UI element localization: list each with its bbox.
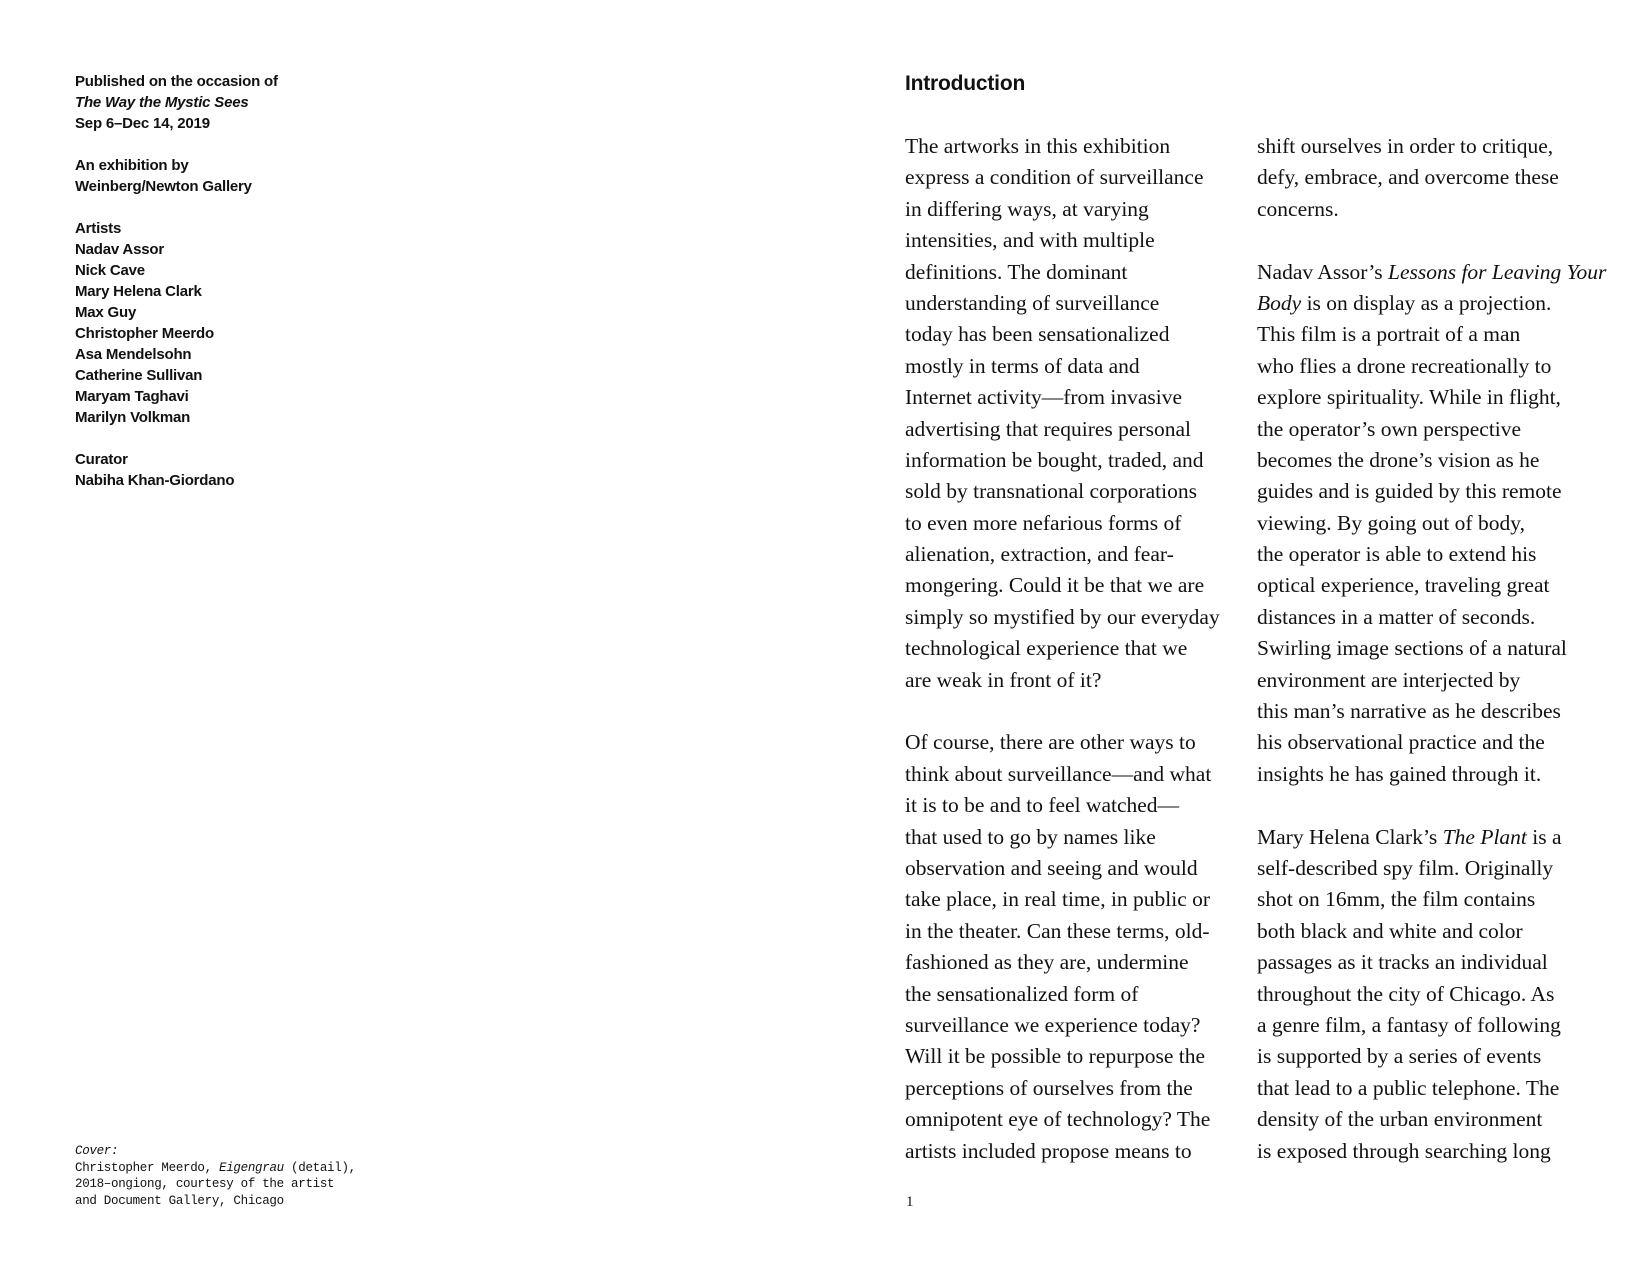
text-line: defy, embrace, and overcome these — [1257, 165, 1559, 190]
artist-name: Marilyn Volkman — [75, 409, 191, 426]
text-run: Nadav Assor’s — [1257, 259, 1388, 284]
text-line — [1257, 288, 1602, 319]
artist-name: Asa Mendelsohn — [75, 346, 192, 363]
artist-name: Mary Helena Clark — [75, 283, 202, 300]
colophon — [75, 71, 435, 512]
text-run: is a — [1526, 824, 1562, 849]
artist-name: Nadav Assor — [75, 241, 164, 258]
text-line: explore spirituality. While in flight, — [1257, 385, 1561, 410]
text-line: mongering. Could it be that we are — [905, 573, 1205, 598]
text-line: surveillance we experience today? — [905, 1012, 1201, 1037]
text-line: information be bought, traded, and — [905, 447, 1204, 472]
paragraph-continued — [1257, 131, 1602, 225]
cover-artist: Christopher Meerdo, — [75, 1160, 220, 1175]
text-column-2 — [1257, 131, 1607, 1167]
text-line: in differing ways, at varying — [905, 196, 1149, 221]
gallery-name: Weinberg/Newton Gallery — [75, 178, 252, 195]
text-line: take place, in real time, in public or — [905, 887, 1211, 912]
artist-name: Maryam Taghavi — [75, 388, 189, 405]
curator-label: Curator — [75, 451, 128, 468]
text-line: mostly in terms of data and — [905, 353, 1140, 378]
text-line: sold by transnational corporations — [905, 479, 1197, 504]
text-line: the sensationalized form of — [905, 981, 1139, 1006]
text-line: This film is a portrait of a man — [1257, 322, 1521, 347]
exhibition-by — [75, 155, 435, 197]
text-line — [1257, 822, 1602, 853]
text-line: throughout the city of Chicago. As — [1257, 981, 1555, 1006]
text-line: today has been sensationalized — [905, 322, 1170, 347]
paragraph-break — [905, 696, 1240, 727]
text-line: technological experience that we — [905, 636, 1188, 661]
text-line: who flies a drone recreationally to — [1257, 353, 1552, 378]
cover-credit-line: 2018–ongiong, courtesy of the artist — [75, 1177, 335, 1191]
page-title: Introduction — [905, 72, 1026, 95]
text-line: Swirling image sections of a natural — [1257, 636, 1567, 661]
paragraph-break — [1257, 225, 1602, 256]
introduction-page — [825, 0, 1650, 1275]
text-line: simply so mystified by our everyday — [905, 604, 1220, 629]
text-line: perceptions of ourselves from the — [905, 1075, 1193, 1100]
cover-label: Cover: — [75, 1144, 119, 1158]
text-line: advertising that requires personal — [905, 416, 1191, 441]
artists-list — [75, 218, 435, 428]
text-line: passages as it tracks an individual — [1257, 950, 1548, 975]
text-line: express a condition of surveillance — [905, 165, 1204, 190]
cover-credit-line: and Document Gallery, Chicago — [75, 1193, 284, 1208]
artists-label: Artists — [75, 220, 122, 237]
text-line: omnipotent eye of technology? The — [905, 1107, 1211, 1132]
text-line: Of course, there are other ways to — [905, 730, 1196, 755]
text-line: insights he has gained through it. — [1257, 761, 1542, 786]
text-line — [1257, 257, 1607, 288]
text-line: becomes the drone’s vision as he — [1257, 447, 1540, 472]
work-title: Lessons for Leaving Your — [1387, 259, 1607, 284]
text-run: is on display as a projection. — [1301, 290, 1552, 315]
text-line: The artworks in this exhibition — [905, 134, 1171, 158]
text-line: distances in a matter of seconds. — [1257, 604, 1536, 629]
exhibition-dates: Sep 6–Dec 14, 2019 — [75, 115, 210, 132]
exhibition-title: The Way the Mystic Sees — [75, 94, 249, 111]
text-line: it is to be and to feel watched— — [905, 793, 1180, 818]
curator-info — [75, 449, 435, 491]
artist-name: Catherine Sullivan — [75, 367, 203, 384]
paragraph-mary-helena-clark — [1257, 822, 1602, 1167]
text-line: his observational practice and the — [1257, 730, 1545, 755]
text-line: environment are interjected by — [1257, 667, 1521, 692]
text-line: shot on 16mm, the film contains — [1257, 887, 1536, 912]
text-line: this man’s narrative as he describes — [1257, 699, 1561, 724]
artist-name: Max Guy — [75, 304, 137, 321]
curator-name: Nabiha Khan-Giordano — [75, 472, 235, 489]
text-line: intensities, and with multiple — [905, 228, 1155, 253]
page-number: 1 — [906, 1194, 914, 1210]
text-line: concerns. — [1257, 196, 1339, 221]
paragraph-nadav-assor — [1257, 257, 1607, 791]
paragraph-break — [1257, 790, 1602, 821]
text-line: in the theater. Can these terms, old- — [905, 918, 1210, 943]
cover-credit-line — [75, 1160, 435, 1177]
text-line: the operator’s own perspective — [1257, 416, 1522, 441]
text-line: artists included propose means to — [905, 1138, 1192, 1163]
text-line: shift ourselves in order to critique, — [1257, 134, 1554, 158]
text-line: understanding of surveillance — [905, 290, 1160, 315]
text-line: Internet activity—from invasive — [905, 385, 1183, 410]
artist-name: Nick Cave — [75, 262, 145, 279]
text-line: is supported by a series of events — [1257, 1044, 1542, 1069]
text-line: a genre film, a fantasy of following — [1257, 1012, 1561, 1037]
artist-name: Christopher Meerdo — [75, 325, 214, 342]
text-line: guides and is guided by this remote — [1257, 479, 1562, 504]
exhibition-by-label: An exhibition by — [75, 157, 189, 174]
text-line: are weak in front of it? — [905, 667, 1102, 692]
cover-detail: (detail), — [283, 1160, 356, 1175]
text-line: Will it be possible to repurpose the — [905, 1044, 1206, 1069]
text-line: optical experience, traveling great — [1257, 573, 1550, 598]
text-line: that used to go by names like — [905, 824, 1156, 849]
text-run: Mary Helena Clark’s — [1257, 824, 1443, 849]
published-line: Published on the occasion of — [75, 73, 278, 90]
text-line: both black and white and color — [1257, 918, 1523, 943]
cover-credit — [75, 1143, 435, 1209]
text-line: viewing. By going out of body, — [1257, 510, 1525, 535]
text-line: self-described spy film. Originally — [1257, 855, 1554, 880]
text-line: is exposed through searching long — [1257, 1138, 1551, 1163]
text-line: that lead to a public telephone. The — [1257, 1075, 1560, 1100]
paragraph-1 — [905, 131, 1240, 696]
text-line: definitions. The dominant — [905, 259, 1128, 284]
text-line: to even more nefarious forms of — [905, 510, 1182, 535]
paragraph-2 — [905, 727, 1240, 1166]
text-line: fashioned as they are, undermine — [905, 950, 1189, 975]
text-line: the operator is able to extend his — [1257, 542, 1537, 567]
work-title: The Plant — [1442, 824, 1527, 849]
work-title: Body — [1257, 290, 1302, 315]
text-line: alienation, extraction, and fear- — [905, 542, 1174, 567]
cover-work-title: Eigengrau — [219, 1160, 284, 1175]
publication-info — [75, 71, 435, 134]
text-line: density of the urban environment — [1257, 1107, 1543, 1132]
text-line: observation and seeing and would — [905, 855, 1198, 880]
text-column-1 — [905, 131, 1240, 1167]
text-line: think about surveillance—and what — [905, 761, 1212, 786]
